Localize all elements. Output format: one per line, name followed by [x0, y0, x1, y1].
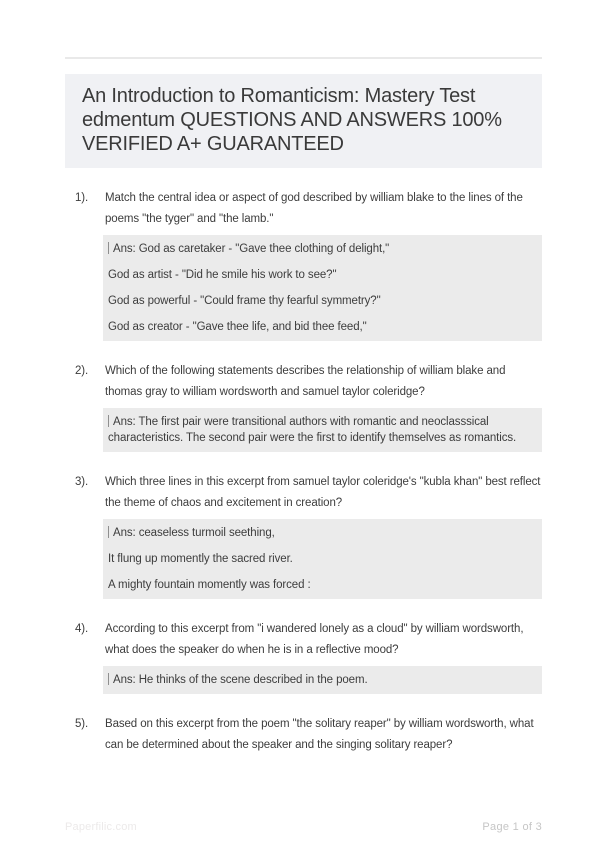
answer-text-line: A mighty fountain momently was forced :: [108, 579, 311, 591]
watermark: Paperfilic.com: [65, 821, 137, 833]
answer-box: [103, 666, 542, 694]
question-text: Which of the following statements describes the relationship of william blake and thomas gray to william wordsworth and samuel taylor coleridge?: [105, 365, 506, 398]
questions-list: [65, 188, 542, 756]
top-divider: [65, 57, 542, 59]
question-number: 3).: [75, 476, 89, 488]
answer-text-line: It flung up momently the sacred river.: [108, 553, 293, 565]
page-number-label: Page 1 of 3: [482, 821, 542, 833]
answer-box: [103, 235, 542, 341]
question-number: 5).: [75, 718, 89, 730]
answer-text-first-line: Ans: ceaseless turmoil seething,: [108, 525, 532, 541]
document-page: [0, 57, 606, 857]
question-text: Match the central idea or aspect of god described by william blake to the lines of the poems "the tyger" and "the lamb.": [105, 192, 523, 225]
question-row: [65, 472, 542, 514]
title-box: [65, 74, 542, 168]
question-row: [65, 714, 542, 756]
answer-text-first-line: Ans: He thinks of the scene described in the poem.: [108, 672, 532, 688]
page-footer: [65, 821, 542, 833]
question-row: [65, 361, 542, 403]
question-text: Which three lines in this excerpt from samuel taylor coleridge's "kubla khan" best reflect the theme of chaos and excitement in creation?: [105, 476, 541, 509]
question-number: 2).: [75, 365, 89, 377]
question-block: [65, 619, 542, 694]
question-block: [65, 361, 542, 452]
question-row: [65, 619, 542, 661]
answer-text-line: God as artist - "Did he smile his work to see?": [108, 269, 337, 281]
answer-box: [103, 408, 542, 452]
question-block: [65, 714, 542, 756]
answer-text-first-line: Ans: The first pair were transitional authors with romantic and neoclasssical characteristics. The second pair were the first to identify themselves as romantics.: [108, 414, 532, 446]
answer-text-first-line: Ans: God as caretaker - "Gave thee clothing of delight,": [108, 241, 532, 257]
question-block: [65, 188, 542, 341]
question-text: According to this excerpt from "i wandered lonely as a cloud" by william wordsworth, what does the speaker do when he is in a reflective mood?: [105, 623, 524, 656]
question-number: 4).: [75, 623, 89, 635]
question-text: Based on this excerpt from the poem "the solitary reaper" by william wordsworth, what can be determined about the speaker and the singing solitary reaper?: [105, 718, 534, 751]
question-number: 1).: [75, 192, 89, 204]
answer-text-line: God as powerful - "Could frame thy fearful symmetry?": [108, 295, 381, 307]
answer-text-line: God as creator - "Gave thee life, and bid thee feed,": [108, 321, 367, 333]
answer-box: [103, 519, 542, 599]
question-block: [65, 472, 542, 599]
page-title: An Introduction to Romanticism: Mastery Test edmentum QUESTIONS AND ANSWERS 100% VERIFIED A+ GUARANTEED: [82, 85, 502, 155]
question-row: [65, 188, 542, 230]
